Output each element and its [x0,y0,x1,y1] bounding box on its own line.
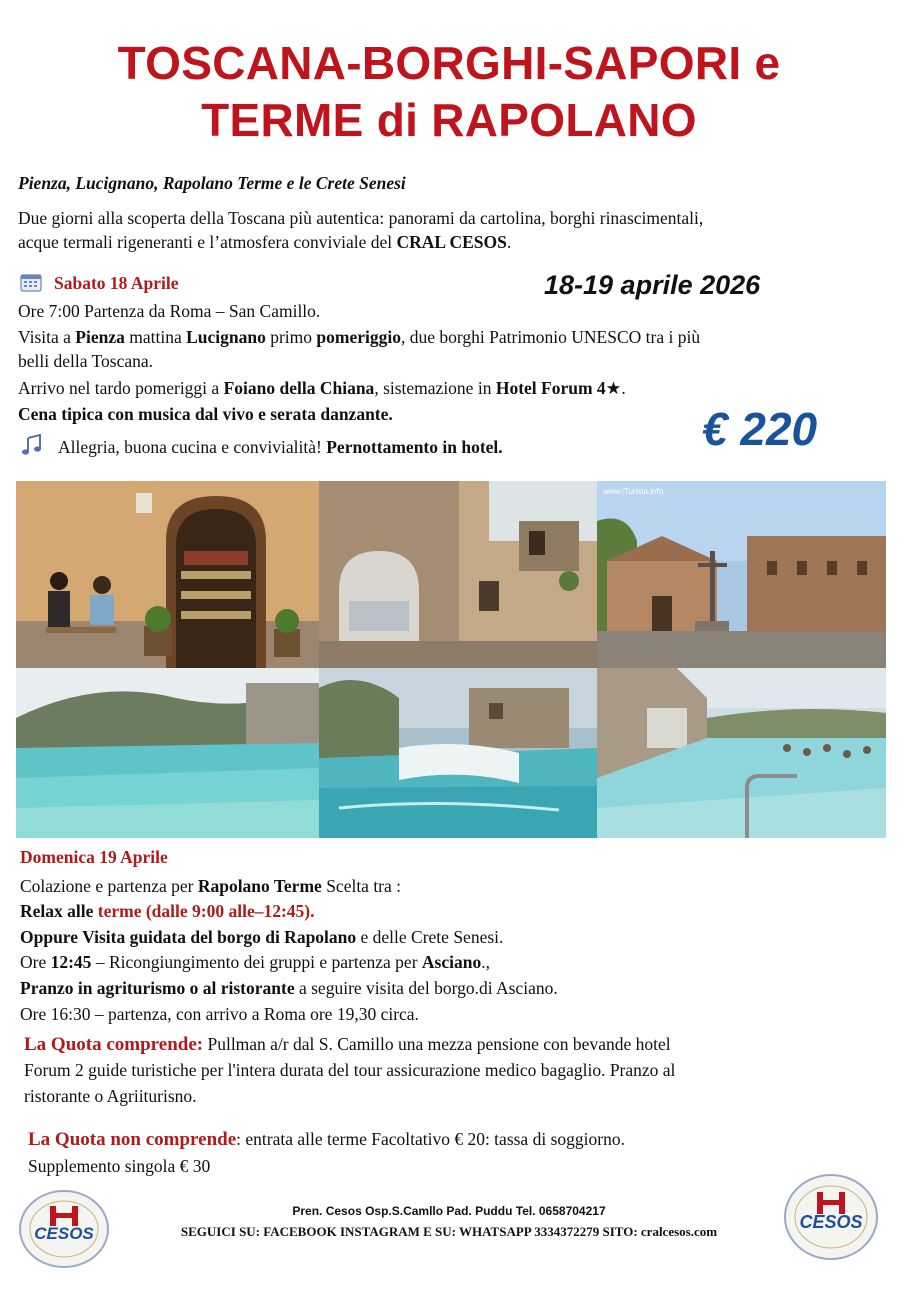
day1-line4: Arrivo nel tardo pomeriggi a Foiano della Chiana, sistemazione in Hotel Forum 4★. [18,378,626,398]
calendar-icon [20,272,42,292]
logo-text-right: CESOS [799,1212,863,1232]
photo-stone-arch [319,481,597,668]
photo-square-church [597,481,886,668]
day1-line1: Ore 7:00 Partenza da Roma – San Camillo. [18,301,321,321]
photo-watermark: www.iTurista.info [603,487,664,496]
day1-heading: Sabato 18 Aprile [54,273,179,293]
day2-line1: Colazione e partenza per Rapolano Terme Scelta tra : [20,876,402,896]
date-range: 18-19 aprile 2026 [544,270,761,300]
includes-line1: La Quota comprende: Pullman a/r dal S. Camillo una mezza pensione con bevande hotel [24,1034,671,1055]
day1-line5: Cena tipica con musica dal vivo e serata danzante. [18,404,393,424]
photo-thermal-pool [16,668,319,838]
day2-heading: Domenica 19 Aprile [20,847,168,867]
music-notes-icon [20,434,44,456]
day2-line4: Ore 12:45 – Ricongiungimento dei gruppi e partenza per Asciano., [20,952,490,972]
footer-contact: Pren. Cesos Osp.S.Camllo Pad. Puddu Tel. 0658704217 [292,1204,606,1218]
footer-social: SEGUICI SU: FACEBOOK INSTAGRAM E SU: WHATSAPP 3334372279 SITO: cralcesos.com [180,1224,718,1239]
subtitle: Pienza, Lucignano, Rapolano Terme e le Crete Senesi [18,173,406,193]
day2-line6: Ore 16:30 – partenza, con arrivo a Roma ore 19,30 circa. [20,1004,419,1024]
excludes-line2: Supplemento singola € 30 [28,1156,211,1176]
intro-line2: acque termali rigeneranti e l’atmosfera conviviale del CRAL CESOS. [18,232,512,252]
day1-line3: belli della Toscana. [18,351,154,371]
includes-line3: ristorante o Agriiturisno. [24,1086,197,1106]
logo-text-left: CESOS [34,1224,94,1243]
photo-waterfall [319,668,597,838]
includes-line2: Forum 2 guide turistiche per l'intera durata del tour assicurazione medico bagaglio. Pranzo al [24,1060,676,1080]
page-title-line1: TOSCANA-BORGHI-SAPORI e [117,37,781,89]
day2-line5: Pranzo in agriturismo o al ristorante a seguire visita del borgo.di Asciano. [20,978,558,998]
excludes-line1: La Quota non comprende: entrata alle terme Facoltativo € 20: tassa di soggiorno. [28,1129,625,1150]
photo-thermal-bathers [597,668,886,838]
day2-line3: Oppure Visita guidata del borgo di Rapolano e delle Crete Senesi. [20,927,504,947]
day1-line6: Allegria, buona cucina e convivialità! Pernottamento in hotel. [58,437,503,457]
day2-line2: Relax alle terme (dalle 9:00 alle–12:45). [20,901,315,921]
page-title-line2: TERME di RAPOLANO [201,94,697,146]
day1-line2: Visita a Pienza mattina Lucignano primo pomeriggio, due borghi Patrimonio UNESCO tra i più [18,327,701,347]
price: € 220 [702,403,818,455]
photo-shop-street [16,481,319,668]
intro-line1: Due giorni alla scoperta della Toscana più autentica: panorami da cartolina, borghi rinascimentali, [18,208,704,228]
